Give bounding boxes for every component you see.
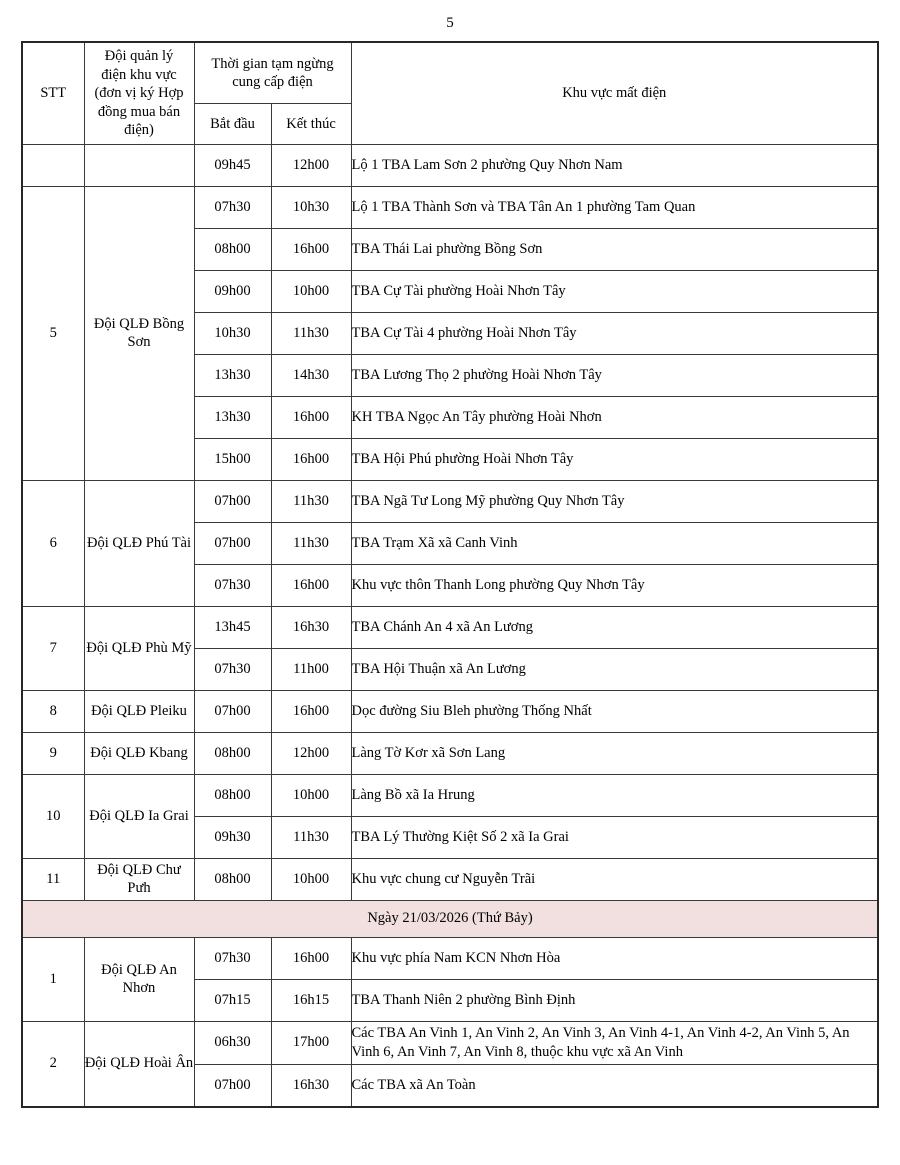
cell-stt: 1: [22, 937, 84, 1021]
header-area: Khu vực mất điện: [351, 42, 878, 144]
cell-start-time: 13h45: [194, 606, 271, 648]
cell-team: Đội QLĐ Kbang: [84, 732, 194, 774]
cell-start-time: 09h00: [194, 270, 271, 312]
table-row: [22, 732, 878, 774]
cell-start-time: 07h00: [194, 1064, 271, 1107]
cell-area: Khu vực phía Nam KCN Nhơn Hòa: [351, 937, 878, 979]
cell-end-time: 12h00: [271, 732, 351, 774]
cell-end-time: 11h30: [271, 816, 351, 858]
date-separator-row: [22, 900, 878, 937]
cell-end-time: 16h15: [271, 979, 351, 1021]
cell-team: [84, 144, 194, 186]
header-team: Đội quản lý điện khu vực (đơn vị ký Hợp đồng mua bán điện): [84, 42, 194, 144]
header-end-time: Kết thúc: [271, 103, 351, 144]
cell-start-time: 08h00: [194, 858, 271, 900]
cell-end-time: 16h00: [271, 228, 351, 270]
header-row-primary: [22, 42, 878, 103]
power-outage-schedule-table-container: [21, 41, 877, 1108]
table-header: [22, 42, 878, 144]
cell-area: TBA Hội Phú phường Hoài Nhơn Tây: [351, 438, 878, 480]
cell-end-time: 16h00: [271, 396, 351, 438]
cell-end-time: 10h00: [271, 858, 351, 900]
cell-area: Lộ 1 TBA Thành Sơn và TBA Tân An 1 phường Tam Quan: [351, 186, 878, 228]
cell-stt: 2: [22, 1021, 84, 1107]
cell-area: Dọc đường Siu Bleh phường Thống Nhất: [351, 690, 878, 732]
cell-area: Làng Bồ xã Ia Hrung: [351, 774, 878, 816]
cell-start-time: 07h00: [194, 690, 271, 732]
cell-end-time: 11h30: [271, 480, 351, 522]
cell-end-time: 16h30: [271, 1064, 351, 1107]
table-row: [22, 1021, 878, 1064]
cell-area: Khu vực chung cư Nguyễn Trãi: [351, 858, 878, 900]
cell-stt: 10: [22, 774, 84, 858]
cell-area: TBA Cự Tài 4 phường Hoài Nhơn Tây: [351, 312, 878, 354]
cell-start-time: 07h30: [194, 648, 271, 690]
cell-team: Đội QLĐ Ia Grai: [84, 774, 194, 858]
date-separator-label: Ngày 21/03/2026 (Thứ Bảy): [22, 900, 878, 937]
cell-area: TBA Thanh Niên 2 phường Bình Định: [351, 979, 878, 1021]
cell-team: Đội QLĐ Chư Pưh: [84, 858, 194, 900]
table-row: [22, 144, 878, 186]
cell-area: KH TBA Ngọc An Tây phường Hoài Nhơn: [351, 396, 878, 438]
cell-start-time: 09h30: [194, 816, 271, 858]
cell-start-time: 07h30: [194, 564, 271, 606]
cell-team: Đội QLĐ Bồng Sơn: [84, 186, 194, 480]
cell-stt: 11: [22, 858, 84, 900]
cell-start-time: 07h00: [194, 522, 271, 564]
cell-end-time: 16h00: [271, 438, 351, 480]
cell-area: TBA Ngã Tư Long Mỹ phường Quy Nhơn Tây: [351, 480, 878, 522]
cell-area: TBA Trạm Xã xã Canh Vinh: [351, 522, 878, 564]
cell-start-time: 07h30: [194, 186, 271, 228]
cell-start-time: 10h30: [194, 312, 271, 354]
cell-stt: 6: [22, 480, 84, 606]
cell-end-time: 16h00: [271, 564, 351, 606]
cell-start-time: 13h30: [194, 396, 271, 438]
cell-area: Các TBA xã An Toàn: [351, 1064, 878, 1107]
table-row: [22, 858, 878, 900]
cell-end-time: 10h00: [271, 270, 351, 312]
cell-area: Khu vực thôn Thanh Long phường Quy Nhơn Tây: [351, 564, 878, 606]
power-outage-schedule-table: [21, 41, 879, 1108]
cell-area: TBA Lương Thọ 2 phường Hoài Nhơn Tây: [351, 354, 878, 396]
cell-end-time: 11h30: [271, 312, 351, 354]
table-row: [22, 774, 878, 816]
cell-end-time: 16h00: [271, 937, 351, 979]
cell-start-time: 08h00: [194, 774, 271, 816]
header-start-time: Bắt đầu: [194, 103, 271, 144]
cell-end-time: 11h30: [271, 522, 351, 564]
table-row: [22, 480, 878, 522]
cell-start-time: 07h15: [194, 979, 271, 1021]
cell-end-time: 14h30: [271, 354, 351, 396]
cell-stt: [22, 144, 84, 186]
cell-start-time: 15h00: [194, 438, 271, 480]
cell-stt: 7: [22, 606, 84, 690]
cell-area: Làng Tờ Kơr xã Sơn Lang: [351, 732, 878, 774]
cell-start-time: 13h30: [194, 354, 271, 396]
table-row: [22, 186, 878, 228]
cell-stt: 9: [22, 732, 84, 774]
header-time-group: Thời gian tạm ngừng cung cấp điện: [194, 42, 351, 103]
cell-end-time: 16h00: [271, 690, 351, 732]
cell-end-time: 16h30: [271, 606, 351, 648]
cell-end-time: 12h00: [271, 144, 351, 186]
cell-start-time: 07h00: [194, 480, 271, 522]
table-body: [22, 144, 878, 1107]
cell-end-time: 10h30: [271, 186, 351, 228]
cell-end-time: 17h00: [271, 1021, 351, 1064]
cell-area: TBA Chánh An 4 xã An Lương: [351, 606, 878, 648]
cell-area: TBA Hội Thuận xã An Lương: [351, 648, 878, 690]
cell-area: TBA Cự Tài phường Hoài Nhơn Tây: [351, 270, 878, 312]
cell-stt: 8: [22, 690, 84, 732]
cell-start-time: 08h00: [194, 228, 271, 270]
cell-team: Đội QLĐ Hoài Ân: [84, 1021, 194, 1107]
table-row: [22, 937, 878, 979]
cell-start-time: 09h45: [194, 144, 271, 186]
cell-area: Lộ 1 TBA Lam Sơn 2 phường Quy Nhơn Nam: [351, 144, 878, 186]
cell-area: TBA Thái Lai phường Bồng Sơn: [351, 228, 878, 270]
cell-team: Đội QLĐ Phù Mỹ: [84, 606, 194, 690]
cell-stt: 5: [22, 186, 84, 480]
cell-area: TBA Lý Thường Kiệt Số 2 xã Ia Grai: [351, 816, 878, 858]
cell-start-time: 08h00: [194, 732, 271, 774]
cell-start-time: 06h30: [194, 1021, 271, 1064]
table-row: [22, 690, 878, 732]
cell-team: Đội QLĐ Phú Tài: [84, 480, 194, 606]
cell-end-time: 11h00: [271, 648, 351, 690]
cell-area: Các TBA An Vinh 1, An Vinh 2, An Vinh 3, An Vinh 4-1, An Vinh 4-2, An Vinh 5, An Vinh 6, An Vinh 7, An Vinh 8, thuộc khu vực xã An Vinh: [351, 1021, 878, 1064]
cell-start-time: 07h30: [194, 937, 271, 979]
cell-team: Đội QLĐ An Nhơn: [84, 937, 194, 1021]
table-row: [22, 606, 878, 648]
cell-team: Đội QLĐ Pleiku: [84, 690, 194, 732]
cell-end-time: 10h00: [271, 774, 351, 816]
page-number: 5: [446, 15, 454, 31]
header-stt: STT: [22, 42, 84, 144]
